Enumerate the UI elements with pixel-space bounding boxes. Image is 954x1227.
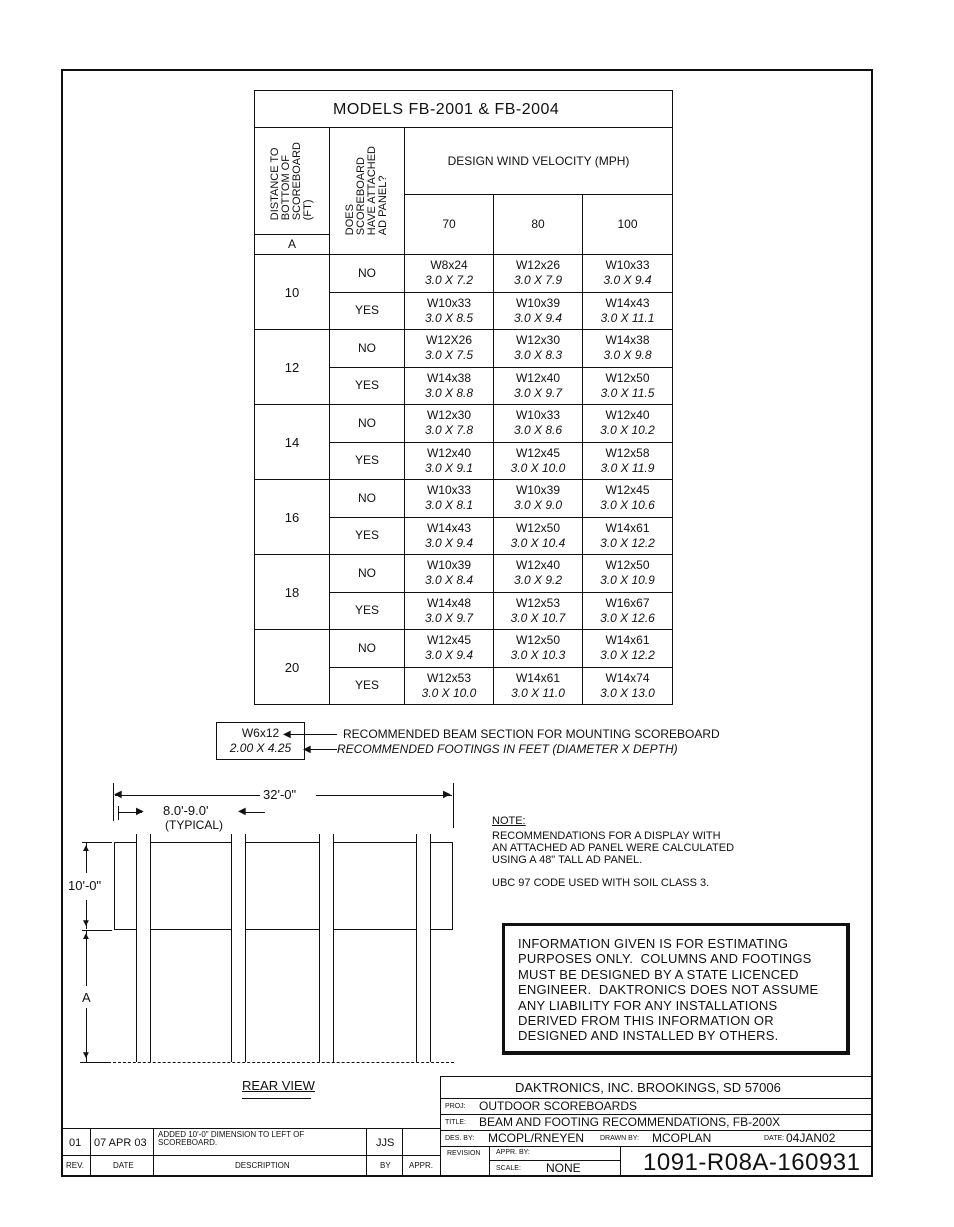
footing-size: 3.0 X 11.5: [600, 385, 655, 400]
ad-panel-cell: YES: [330, 517, 405, 555]
footing-size: 3.0 X 12.2: [600, 648, 655, 663]
legend-beam-text: RECOMMENDED BEAM SECTION FOR MOUNTING SCOREBOARD: [343, 727, 720, 741]
disclaimer-line: DESIGNED AND INSTALLED BY OTHERS.: [518, 1028, 779, 1044]
beam-section: W14x74: [605, 670, 650, 685]
footing-size: 3.0 X 9.4: [603, 273, 652, 288]
beam-footing-table: [254, 90, 673, 705]
recommendation-cell: [405, 442, 494, 480]
recommendation-cell: [405, 630, 494, 668]
date-label: DATE:: [764, 1135, 785, 1142]
drawn-by-label: DRAWN BY:: [600, 1135, 640, 1142]
beam-section: W12x45: [605, 483, 650, 498]
rev-appr-cell: [402, 1128, 441, 1156]
beam-section: W12x45: [515, 445, 561, 460]
beam-section: W12x45: [426, 633, 472, 648]
recommendation-cell: [405, 517, 494, 555]
recommendation-cell: [583, 292, 673, 330]
project-value: OUTDOOR SCOREBOARDS: [479, 1099, 638, 1113]
footing-size: 3.0 X 7.2: [424, 273, 474, 288]
disclaimer-box: [502, 923, 850, 1055]
revision-label-cell: [440, 1146, 490, 1177]
note-line-2: AN ATTACHED AD PANEL WERE CALCULATED: [492, 842, 735, 854]
disclaimer-line: DERIVED FROM THIS INFORMATION OR: [518, 1013, 774, 1029]
recommendation-cell: [494, 405, 583, 443]
recommendation-cell: [405, 255, 494, 293]
table-row: [255, 405, 673, 443]
footing-size: 3.0 X 11.1: [600, 310, 655, 325]
rev-date-cell: [90, 1128, 154, 1156]
beam-section: W10x33: [426, 483, 472, 498]
beam-section: W12x53: [426, 670, 472, 685]
footing-size: 3.0 X 9.2: [513, 573, 563, 588]
velocity-header: DESIGN WIND VELOCITY (MPH): [405, 128, 673, 195]
ad-panel-cell: NO: [330, 405, 405, 443]
recommendation-cell: [494, 367, 583, 405]
designer-label: DES. BY:: [445, 1135, 475, 1142]
beam-section: W14x38: [605, 333, 650, 348]
recommendation-cell: [583, 592, 673, 630]
beam-section: W12x50: [605, 558, 650, 573]
recommendation-cell: [494, 630, 583, 668]
beam-section: W12x50: [515, 633, 561, 648]
ad-panel-cell: NO: [330, 555, 405, 593]
footing-size: 3.0 X 9.1: [424, 460, 474, 475]
distance-arrow-top: ▲: [81, 931, 91, 942]
recommendation-cell: [583, 255, 673, 293]
recommendation-cell: [405, 667, 494, 705]
recommendation-cell: [494, 480, 583, 518]
beam-section: W12x26: [515, 258, 561, 273]
company-cell: [440, 1076, 873, 1099]
footing-size: 3.0 X 11.9: [600, 460, 655, 475]
ad-panel-header: [330, 128, 405, 255]
ad-panel-header-text: DOES SCOREBOARD HAVE ATTACHED AD PANEL?: [344, 146, 389, 236]
distance-ext-bottom: [80, 1062, 108, 1063]
disclaimer-line: INFORMATION GIVEN IS FOR ESTIMATING: [518, 936, 789, 951]
support-post-1: [136, 834, 151, 1062]
footing-size: 3.0 X 11.0: [511, 685, 565, 700]
beam-section: W12x58: [605, 445, 650, 460]
recommendation-cell: [405, 292, 494, 330]
disclaimer-line: ANY LIABILITY FOR ANY INSTALLATIONS: [518, 997, 778, 1013]
recommendation-cell: [583, 405, 673, 443]
table-row: [255, 555, 673, 593]
rev-header-rev: REV.: [66, 1161, 84, 1170]
dim-arrow-left: ◀: [114, 789, 122, 800]
ad-panel-cell: YES: [330, 592, 405, 630]
footing-size: 3.0 X 13.0: [600, 685, 655, 700]
beam-section: W14x61: [515, 670, 561, 685]
support-post-4: [416, 834, 431, 1062]
distance-a-label: A: [82, 990, 91, 1005]
footing-size: 3.0 X 10.0: [510, 460, 566, 475]
recommendation-cell: [405, 480, 494, 518]
footing-size: 3.0 X 8.5: [424, 310, 474, 325]
disclaimer-line: PURPOSES ONLY. COLUMNS AND FOOTINGS: [518, 951, 812, 967]
distance-cell: 16: [255, 480, 330, 555]
legend-box: [216, 722, 305, 760]
rev-header-by-cell: [366, 1155, 403, 1177]
footing-size: 3.0 X 9.4: [513, 310, 563, 325]
distance-cell: 14: [255, 405, 330, 480]
dim-arrow-right: ▶: [443, 789, 451, 800]
table-title: MODELS FB-2001 & FB-2004: [255, 91, 673, 128]
ad-panel-cell: NO: [330, 330, 405, 368]
approved-cell: [489, 1146, 621, 1161]
beam-section: W12x30: [426, 408, 472, 423]
drawing-number: 1091-R08A-160931: [643, 1149, 861, 1176]
spacing-arrow-left: ▶: [136, 806, 144, 817]
beam-section: W10x39: [515, 483, 561, 498]
beam-section: W12x40: [515, 370, 561, 385]
rev-number: 01: [69, 1137, 82, 1149]
velocity-100: 100: [583, 195, 673, 255]
note-line-3: USING A 48" TALL AD PANEL.: [492, 854, 643, 866]
scale-label: SCALE:: [496, 1165, 521, 1172]
ad-panel-cell: YES: [330, 442, 405, 480]
footing-size: 3.0 X 8.4: [424, 573, 474, 588]
spacing-leader-right: [243, 812, 265, 813]
rev-number-cell: [61, 1128, 91, 1156]
rev-header-rev-cell: [61, 1155, 91, 1177]
beam-section: W10x39: [426, 558, 472, 573]
spacing-tick-left: [118, 806, 119, 820]
recommendation-cell: [583, 330, 673, 368]
footing-size: 3.0 X 9.4: [424, 535, 474, 550]
footing-size: 3.0 X 7.8: [424, 423, 474, 438]
beam-section: W12x40: [515, 558, 561, 573]
ad-panel-cell: YES: [330, 667, 405, 705]
scoreboard-panel: [114, 842, 453, 930]
distance-header-text: DISTANCE TO BOTTOM OF SCOREBOARD (FT): [269, 141, 314, 221]
rev-description-line-2: SCOREBOARD.: [158, 1138, 218, 1147]
beam-section: W12x53: [515, 595, 561, 610]
beam-section: W12x50: [605, 370, 650, 385]
velocity-70: 70: [405, 195, 494, 255]
recommendation-cell: [405, 367, 494, 405]
overall-width-dimension: 32'-0": [263, 787, 297, 802]
ad-panel-cell: NO: [330, 630, 405, 668]
company-name: DAKTRONICS, INC. BROOKINGS, SD 57006: [515, 1080, 781, 1095]
title-value: BEAM AND FOOTING RECOMMENDATIONS, FB-200X: [479, 1115, 781, 1129]
support-post-3: [319, 834, 334, 1062]
recommendation-cell: [583, 555, 673, 593]
view-label: REAR VIEW: [242, 1078, 315, 1093]
footing-size: 3.0 X 8.3: [513, 348, 563, 363]
rev-header-description-cell: [153, 1155, 367, 1177]
recommendation-cell: [494, 592, 583, 630]
dim-line-right: [316, 795, 452, 796]
spacing-dimension: 8.0'-9.0': [163, 803, 209, 818]
footing-size: 3.0 X 12.2: [600, 535, 655, 550]
drawing-number-cell: [620, 1146, 873, 1177]
disclaimer-line: ENGINEER. DAKTRONICS DOES NOT ASSUME: [518, 982, 819, 998]
footing-size: 3.0 X 9.7: [424, 610, 474, 625]
distance-arrow-bottom: ▼: [81, 1050, 91, 1061]
legend-beam-example: W6x12: [241, 726, 280, 740]
footing-size: 3.0 X 7.5: [424, 348, 474, 363]
beam-section: W12x50: [515, 520, 561, 535]
beam-section: W14x61: [605, 633, 650, 648]
legend-beam-leader: [287, 734, 337, 735]
legend-footing-example: 2.00 X 4.25: [229, 741, 292, 755]
rev-header-appr: APPR.: [409, 1161, 434, 1170]
recommendation-cell: [583, 367, 673, 405]
footing-size: 3.0 X 9.8: [603, 348, 652, 363]
distance-header: [255, 128, 330, 235]
footing-size: 3.0 X 10.4: [510, 535, 566, 550]
footing-size: 3.0 X 9.4: [424, 648, 474, 663]
recommendation-cell: [405, 330, 494, 368]
height-arrow-top: ▲: [81, 843, 91, 854]
footing-size: 3.0 X 8.6: [513, 423, 563, 438]
rev-header-date-cell: [90, 1155, 154, 1177]
drawn-by-value: MCOPLAN: [652, 1131, 712, 1145]
footing-size: 3.0 X 8.8: [424, 385, 474, 400]
rev-header-date: DATE: [113, 1161, 134, 1170]
spacing-note: (TYPICAL): [165, 818, 224, 832]
recommendation-cell: [494, 517, 583, 555]
rev-by: JJS: [376, 1137, 395, 1149]
ground-line: [108, 1062, 454, 1063]
project-cell: [440, 1098, 873, 1115]
approved-label: APPR. BY:: [496, 1149, 530, 1156]
velocity-80: 80: [494, 195, 583, 255]
beam-section: W14x48: [426, 595, 472, 610]
footing-size: 3.0 X 9.7: [513, 385, 563, 400]
recommendation-cell: [494, 555, 583, 593]
recommendation-cell: [494, 442, 583, 480]
beam-section: W14x43: [426, 520, 472, 535]
revision-label: REVISION: [447, 1150, 481, 1157]
beam-section: W10x39: [515, 295, 561, 310]
recommendation-cell: [405, 405, 494, 443]
recommendation-cell: [405, 555, 494, 593]
recommendation-cell: [583, 442, 673, 480]
rev-description-cell: [153, 1128, 367, 1156]
recommendation-cell: [583, 630, 673, 668]
designer-cell: [440, 1130, 873, 1147]
ad-panel-cell: YES: [330, 292, 405, 330]
beam-section: W10x33: [426, 295, 472, 310]
beam-section: W12x40: [605, 408, 650, 423]
footing-size: 3.0 X 12.6: [600, 610, 655, 625]
table-row: [255, 630, 673, 668]
footing-size: 3.0 X 10.7: [510, 610, 566, 625]
recommendation-cell: [405, 592, 494, 630]
height-arrow-bottom: ▼: [81, 918, 91, 929]
footing-size: 3.0 X 10.6: [600, 498, 655, 513]
dim-line-left: [115, 795, 260, 796]
beam-section: W10x33: [605, 258, 650, 273]
rev-header-by: BY: [380, 1161, 391, 1170]
table-row: [255, 255, 673, 293]
recommendation-cell: [583, 667, 673, 705]
distance-cell: 18: [255, 555, 330, 630]
designer-value: MCOPL/RNEYEN: [488, 1131, 585, 1145]
legend-beam-arrow: ◀: [283, 729, 291, 740]
dim-ext-right: [453, 783, 454, 828]
title-cell: [440, 1114, 873, 1131]
rev-date: 07 APR 03: [94, 1137, 147, 1149]
footing-size: 3.0 X 10.9: [600, 573, 655, 588]
ad-panel-cell: YES: [330, 367, 405, 405]
legend-footing-text: RECOMMENDED FOOTINGS IN FEET (DIAMETER X DEPTH): [337, 742, 678, 756]
beam-section: W8x24: [430, 258, 468, 273]
beam-section: W14x61: [605, 520, 650, 535]
beam-section: W16x67: [605, 595, 650, 610]
beam-section: W14x38: [426, 370, 472, 385]
footing-size: 3.0 X 10.2: [600, 423, 655, 438]
beam-section: W14x43: [605, 295, 650, 310]
distance-subheader-a: A: [255, 235, 330, 255]
height-dimension: 10'-0": [68, 878, 102, 893]
disclaimer-line: MUST BE DESIGNED BY A STATE LICENCED: [518, 966, 799, 982]
rev-description-line-1: ADDED 10'-0" DIMENSION TO LEFT OF: [158, 1130, 305, 1139]
ad-panel-cell: NO: [330, 255, 405, 293]
scale-cell: [489, 1160, 621, 1177]
beam-section: W10x33: [515, 408, 561, 423]
table-row: [255, 330, 673, 368]
support-post-2: [231, 834, 246, 1062]
distance-cell: 20: [255, 630, 330, 705]
table-row: [255, 480, 673, 518]
footing-size: 3.0 X 10.0: [421, 685, 477, 700]
distance-cell: 10: [255, 255, 330, 330]
legend-footing-leader: [307, 749, 337, 750]
view-label-underline-2: [242, 1098, 311, 1099]
recommendation-cell: [494, 330, 583, 368]
ad-panel-cell: NO: [330, 480, 405, 518]
recommendation-cell: [494, 292, 583, 330]
recommendation-cell: [583, 480, 673, 518]
date-value: 04JAN02: [786, 1131, 836, 1145]
note-line-4: UBC 97 CODE USED WITH SOIL CLASS 3.: [492, 877, 710, 889]
project-label: PROJ:: [445, 1103, 466, 1110]
note-heading: NOTE:: [492, 815, 526, 827]
footing-size: 3.0 X 9.0: [513, 498, 563, 513]
note-line-1: RECOMMENDATIONS FOR A DISPLAY WITH: [492, 830, 721, 842]
spacing-arrow-right: ◀: [238, 806, 246, 817]
recommendation-cell: [494, 667, 583, 705]
beam-section: W12x30: [515, 333, 561, 348]
scale-value: NONE: [546, 1161, 581, 1175]
rev-header-description: DESCRIPTION: [235, 1161, 290, 1170]
recommendation-cell: [494, 255, 583, 293]
distance-cell: 12: [255, 330, 330, 405]
title-label: TITLE:: [445, 1119, 467, 1126]
rev-header-appr-cell: [402, 1155, 441, 1177]
beam-section: W12X26: [425, 333, 473, 348]
legend-footing-arrow: ◀: [303, 744, 311, 755]
footing-size: 3.0 X 8.1: [424, 498, 474, 513]
rev-by-cell: [366, 1128, 403, 1156]
beam-section: W12x40: [426, 445, 472, 460]
recommendation-cell: [583, 517, 673, 555]
footing-size: 3.0 X 10.3: [510, 648, 566, 663]
footing-size: 3.0 X 7.9: [513, 273, 563, 288]
